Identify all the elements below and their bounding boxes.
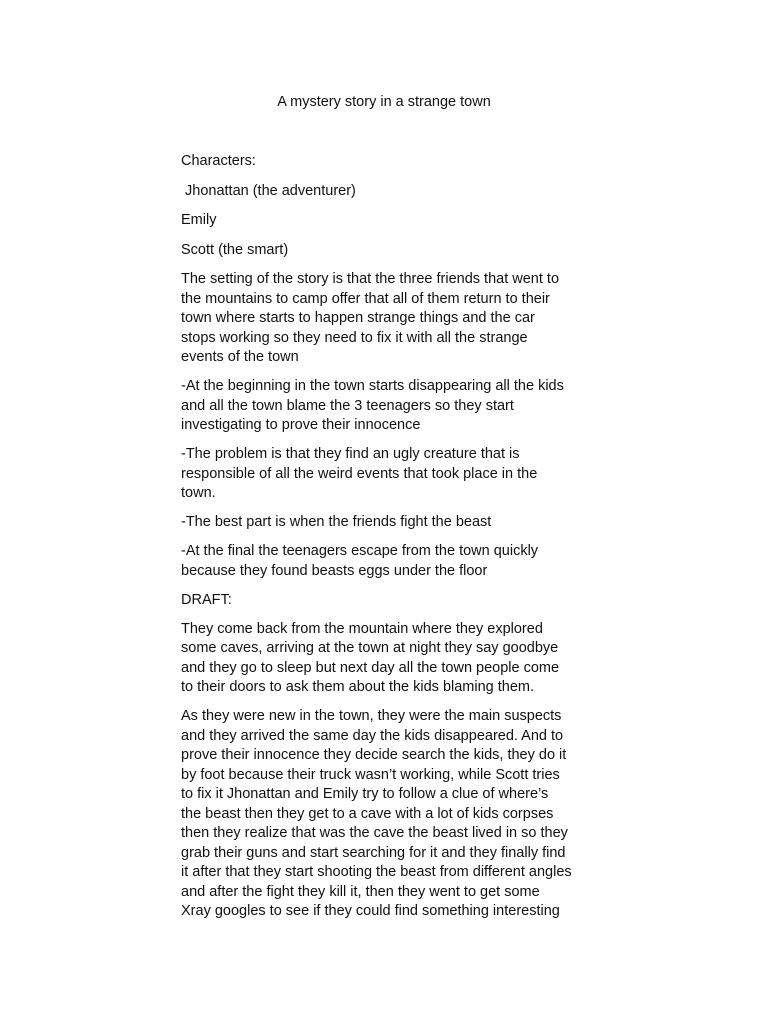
paragraph-line: -The problem is that they find an ugly creature that is	[181, 446, 520, 462]
paragraph-line: to their doors to ask them about the kids blaming them.	[181, 679, 535, 695]
paragraph-line: some caves, arriving at the town at night they say goodbye	[181, 640, 559, 656]
paragraph-line: prove their innocence they decide search the kids, they do it	[181, 747, 567, 763]
final-paragraph	[181, 542, 593, 581]
draft-paragraph-1	[181, 620, 593, 698]
document-title: A mystery story in a strange town	[277, 94, 491, 110]
character-emily: Emily	[181, 212, 217, 228]
paragraph-line: the mountains to camp offer that all of them return to their	[181, 290, 550, 307]
document-body	[181, 152, 593, 922]
character-jhonattan: Jhonattan (the adventurer)	[185, 182, 356, 199]
paragraph-line: investigating to prove their innocence	[181, 417, 421, 433]
paragraph-line: then they realize that was the cave the beast lived in so they	[181, 825, 568, 841]
paragraph-line: because they found beasts eggs under the floor	[181, 562, 488, 579]
paragraph-line: and they arrived the same day the kids disappeared. And to	[181, 727, 564, 744]
paragraph-line: to fix it Jhonattan and Emily try to follow a clue of where’s	[181, 786, 549, 802]
setting-paragraph	[181, 270, 593, 368]
paragraph-line: town where starts to happen strange things and the car	[181, 310, 535, 326]
paragraph-line: and they go to sleep but next day all the town people come	[181, 659, 560, 676]
characters-heading: Characters:	[181, 153, 256, 169]
paragraph-line: -At the final the teenagers escape from the town quickly	[181, 543, 539, 559]
paragraph-line: As they were new in the town, they were the main suspects	[181, 708, 562, 724]
paragraph-line: and after the fight they kill it, then they went to get some	[181, 883, 540, 900]
paragraph-line: the beast then they get to a cave with a lot of kids corpses	[181, 805, 554, 822]
paragraph-line: town.	[181, 485, 216, 501]
paragraph-line: and all the town blame the 3 teenagers so they start	[181, 397, 514, 414]
paragraph-line: by foot because their truck wasn’t working, while Scott tries	[181, 766, 560, 783]
paragraph-line: Xray googles to see if they could find something interesting	[181, 903, 560, 919]
character-scott: Scott (the smart)	[181, 241, 289, 258]
paragraph-line: -At the beginning in the town starts disappearing all the kids	[181, 378, 564, 394]
draft-paragraph-2	[181, 707, 593, 922]
paragraph-line: grab their guns and start searching for it and they finally find	[181, 844, 566, 861]
paragraph-line: responsible of all the weird events that took place in the	[181, 465, 538, 482]
beginning-paragraph	[181, 377, 593, 436]
paragraph-line: stops working so they need to fix it with all the strange	[181, 329, 528, 346]
paragraph-line: it after that they start shooting the beast from different angles	[181, 864, 572, 880]
paragraph-line: The setting of the story is that the three friends that went to	[181, 271, 560, 287]
paragraph-line: events of the town	[181, 349, 299, 365]
problem-paragraph	[181, 445, 593, 504]
draft-heading: DRAFT:	[181, 591, 232, 608]
paragraph-line: They come back from the mountain where they explored	[181, 620, 543, 637]
best-part-paragraph	[181, 513, 593, 533]
paragraph-line: -The best part is when the friends fight the beast	[181, 514, 492, 530]
